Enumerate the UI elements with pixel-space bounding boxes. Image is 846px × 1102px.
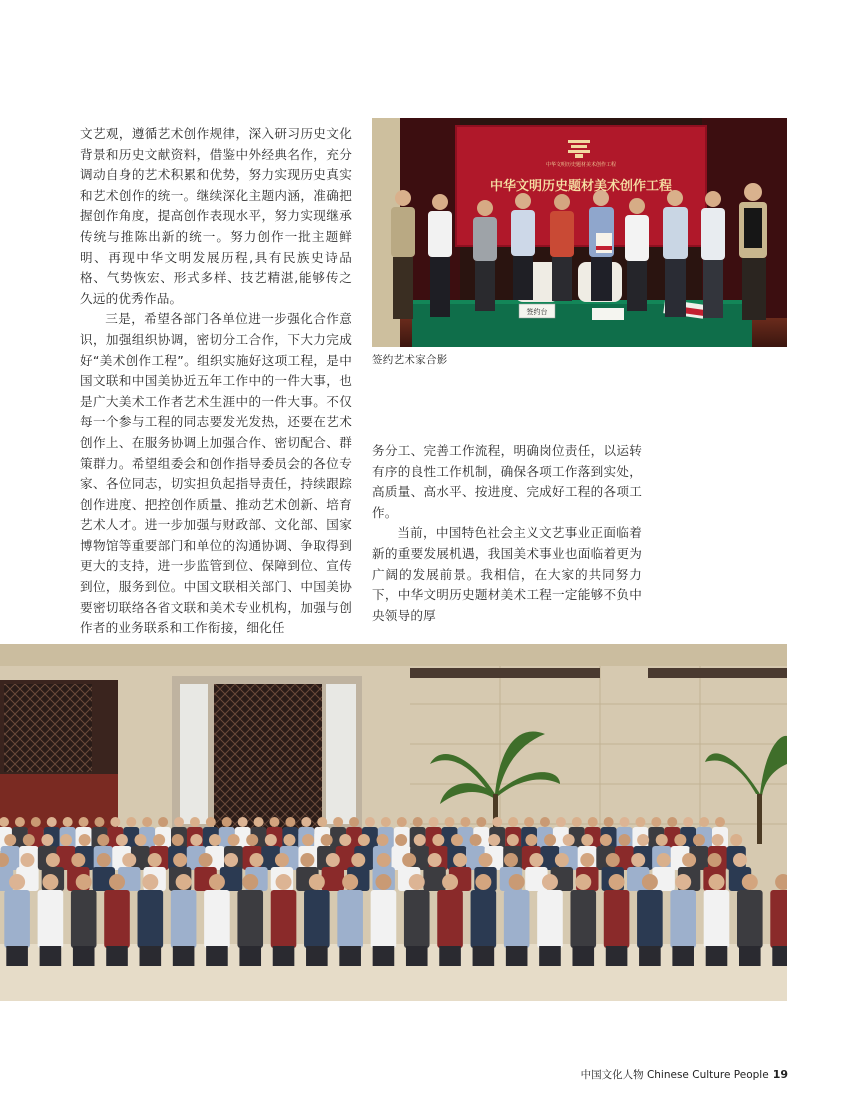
paragraph-4: 当前，中国特色社会主义文艺事业正面临着新的重要发展机遇，我国美术事业也面临着更为广阔的发展前景。我相信，在大家的共同努力下，中华文明历史题材美术工程一定能够不负中央领导的厚 [372,525,642,623]
signing-artists-photo [372,118,787,347]
paragraph-1: 文艺观，遵循艺术创作规律，深入研习历史文化背景和历史文献资料，借鉴中外经典名作，充分调动自身的艺术积累和优势，努力实现历史真实和艺术创作的统一。继续深化主题内涵，准确把握创作角度，提高创作表现水平，努力实现继承传统与推陈出新的统一。努力创作一批主题鲜明、再现中华文明发展历程,具有民族史诗品格、气势恢宏、形式多样、技艺精湛,能够传之久远的优秀作品。 [80,126,352,306]
article-column-right [372,441,642,626]
table-sign: 签约台 [526,308,548,316]
group-photo [0,644,787,1001]
article-column-left [80,124,352,639]
page-footer [581,1067,788,1082]
paragraph-3: 务分工、完善工作流程，明确岗位责任，以运转有序的良性工作机制，确保各项工作落到实处，高质量、高水平、按进度、完成好工程的各项工作。 [372,443,642,520]
photo-caption: 签约艺术家合影 [372,354,448,366]
page-number: 19 [772,1068,788,1081]
magazine-name: 中国文化人物 Chinese Culture People [580,1069,769,1081]
banner-title: 中华文明历史题材美术创作工程 [489,179,673,194]
banner-subtitle: 中华文明历史题材美术创作工程 [545,162,617,168]
paragraph-2: 三是，希望各部门各单位进一步强化合作意识，加强组织协调，密切分工合作，下大力完成好“美术创作工程”。组织实施好这项工程，是中国文联和中国美协近五年工作中的一件大事，也是广大美术工作者艺术生涯中的一件大事。不仅每一个参与工程的同志要发光发热，还要在艺术创作上、在服务协调上加强合作、密切配合、群策群力。希望组委会和创作指导委员会的各位专家、各位同志，切实担负起指导责任，持续跟踪创作进度、把控创作质量、推动艺术创新、培育艺术人才。进一步加强与财政部、文化部、国家博物馆等重要部门和单位的沟通协调、争取得到更大的支持，进一步监管到位、保障到位、宣传到位，服务到位。中国文联相关部门、中国美协要密切联络各省文联和美术专业机构，加强与创作者的业务联系和工作衔接，细化任 [80,311,352,636]
